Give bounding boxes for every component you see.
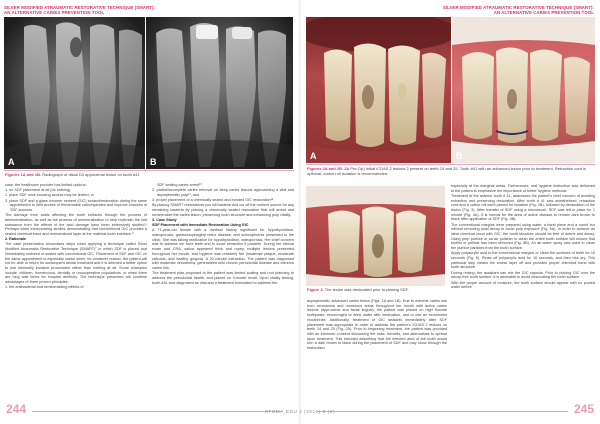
journal-citation: STOMA.EDU J (2016) 3 (2) — [264, 409, 336, 414]
running-head-left — [4, 5, 155, 16]
right-col2-para-3: Apply polyacrylic acid to the conventional margins or clean the surfaces of teeth for 10 seconds (Fig. 6). Rinse off polyacrylic acid for 10 seconds, and then blot dry. This particular step cleans the smear layer off and provides proper chemical bond with tooth structure. — [451, 251, 595, 270]
intraoral-3-image — [306, 186, 445, 286]
running-head-right — [443, 5, 594, 16]
figure-2-caption-text: Pre-Op) Initial ICDAS 2 lesions 2 present on teeth 24 and 25. Tooth #41 with an advanced lesion prior to treatment. Retraction cord is optional, cotton roll isolation is recommended. — [307, 166, 587, 176]
right-page-column-1 — [307, 299, 447, 351]
left-col1-list-7: 1. the antibacterial and remineralizing effects of — [5, 285, 84, 290]
figure-2-caption — [307, 166, 595, 176]
figure-1a-label: A — [8, 157, 15, 167]
figure-1-caption — [5, 172, 295, 177]
figure-2-caption-label: Figures 2A and 2B. 2A — [307, 166, 350, 171]
figure-3-photo — [306, 186, 445, 286]
figure-1-caption-label: Figures 1A and 1B. — [5, 172, 42, 177]
left-col2-para-3: By placing SMART restorations you kill bacteria and cut off the nutrient source for any remaining bacteria by placing a chemically sealed restoration that will arrest and remineralize the caries lesion, preserving tooth structure and enhancing pulp vitality. — [152, 203, 294, 217]
running-head-left-line2: AN ALTERNATIVE CARIES PREVENTION TOOL — [4, 10, 105, 16]
radiograph-1b-image — [146, 17, 293, 169]
left-col2-para-0: SDF sealing caries arrest¹⁰, — [157, 183, 203, 187]
figure-1-caption-rule — [4, 170, 294, 171]
figure-3-caption-label: Figure 3. — [307, 287, 324, 292]
left-col1-para-4: The damage from acids affecting the tooth surfaces through the process of demineralization, as well as the process of remineralization to help replenish the lost substance from the effects of the acid damage have been extensively studied.⁵ Perhaps when incorporating studies demonstrating that conventional GIC provides a sealed chemical bond and remineralized layer at the material-tooth interface.⁶ — [5, 213, 147, 237]
intraoral-2a-image — [306, 17, 451, 163]
right-page-column-2 — [451, 184, 595, 290]
left-col2-para-6: A 71-year-old female with a medical history significant for hypothyroidism, osteoporosis, gastroesophageal reflux disease, and schizophrenia presented to the clinic. She was taking medication for hypothyroidism, osteoporosis. Her chief concern was to address her front teeth and to avoid extraction if possible. During her clinical exam and CRA, saliva appeared thick and ropey, multiple lesions presented throughout her mouth, and hygiene was relatively fair (moderate plaque, moderate calculus, and healthy gingiva). A 20 minute extraction. The patient was diagnosed with moderate xerostomia, generalized mild chronic periodontal disease and extreme caries risk. — [152, 228, 294, 270]
subsection-heading-sdf-placement: SDF Placement with Immediate Restoration Using GIC — [152, 223, 249, 228]
section-heading-case-study: 3. Case Study — [152, 217, 177, 222]
figure-2a-photo — [306, 17, 451, 163]
left-col2-list-2: 3. proper placement of a chemically sealed and bonded GIC restoration¹². — [152, 198, 275, 203]
running-head-left-line1: SILVER MODIFIED ATRAUMATIC RESTORATIVE TECHNIQUE (SMART): — [4, 5, 156, 10]
left-col2-para-7: The treatment plan proposed to the patient was limited scaling and root planning to address the periodontal health, and placed on 4-month recall. Upon vitality testing, tooth #41 was diagnosed as vital and a treatment formulated to address the — [152, 271, 294, 285]
figure-1a-radiograph — [4, 17, 145, 169]
figure-1b-label: B — [150, 157, 157, 167]
left-page-column-2 — [152, 183, 294, 286]
intraoral-2b-image — [452, 17, 595, 163]
right-col2-para-4: During rinsing, the assistant can mix the GIC capsule. Prior to placing GIC over the decay-free tooth surface, it is advisable to avoid desiccating the tooth surface. — [451, 270, 595, 280]
right-col2-para-0: especially at the marginal areas. Furthermore, oral hygiene instruction was delivered to the patient to emphasize the importance of better hygiene methods. — [451, 184, 595, 193]
running-head-right-line1: SILVER MODIFIED ATRAUMATIC RESTORATIVE TECHNIQUE (SMART): — [442, 5, 594, 10]
left-page-column-1 — [5, 183, 147, 290]
running-head-right-line2: AN ALTERNATIVE CARIES PREVENTION TOOL — [493, 10, 594, 16]
right-col2-para-1: Treatment of the anterior tooth # 41, addressed the patient's chief concern of avoiding extraction and preserving restoration. After tooth # 41 was anesthetized, retraction cord and a cotton roll were placed for isolation (Fig. 2B), followed by desiccation of the lesion (Fig. 3). After transfer of SDF using a microbrush, SDF was left in place for 1 minute (Fig. 4A). It is normal for the area of active disease to remain dark brown to black after application of SDF (Fig. 4B). — [451, 193, 595, 222]
page-number-right: 245 — [573, 402, 594, 416]
page-number-left: 244 — [6, 402, 27, 416]
radiograph-1a-image — [4, 17, 145, 169]
figure-2a-label: A — [310, 151, 317, 161]
figure-1-caption-text: Radiograph of distal D3 approximal lesion on tooth #41 — [41, 172, 140, 177]
figure-3-caption-text: The lesion was desiccated prior to placing SDF. — [323, 287, 409, 292]
left-col1-list-3: 3. place SDF and a glass ionomer cement (GIC) sealant/restoration during the same appointment to limit access of fermentable carbohydrates and improve chances of SDF success. — [5, 198, 147, 213]
page-gutter — [299, 0, 301, 424]
figure-2b-label: B — [456, 151, 463, 161]
right-col1-para-0: asymptomatic advanced caries lesion (Figs. 1A and 1B). Due to extreme caries risk from xerostomia and numerous areas throughout her mouth with active caries lesions (approximal and facial lingual), the patient was placed on high fluoride toothpaste, encouraged to drink water with medication, and to use an xerostomia mouthrinse. Additionally, treatment of GIC sealants immediately after SDF placement was appropriate in order to address the patient's ICDAS 2 lesions on teeth 24 and 25 (Fig. 2A). Prior to beginning treatment, the patient was provided with an informed consent discussing the risks, benefits, and alternatives to spread upon treatment. This included describing that the infected area of the tooth would turn a dark brown to black during the placement of SDF and may show through the restoration — [307, 299, 447, 351]
left-col1-list-1: 1. no SDF placement at all (do nothing), — [5, 188, 72, 193]
left-col1-para-6: The case presentation showcases steps when applying a technique called Silver Modified Atraumatic Restorative Technique (SMART)⁷ in which SDF is placed and immediately restored or sealed with conventional GIC. Placement of SDF and GIC on the same appointment is especially useful when, for whatever reason, the patient will not be able to return for subsequent dental treatment and it is deemed a better option to use minimally invasive procedures rather than nothing at all. Some examples include, children, homebound, dentally or uncooperative populations, or when there are long wait times for hospital dentistry. The technique presented will combine advantages of three proven principles: — [5, 242, 147, 285]
right-col2-para-2: The conventional margins were prepared using water, a hand piece and a round bur without removing axial decay to avoid pulp exposure (Fig. 5A). In order to achieve an ideal chemical bond with GIC, the tooth structure should be free of debris and decay. Using prep pumice or an air polisher to clean the entire tooth surface will ensure that biofilm or pellicle has been removed (Fig. 5B). An air-water spray was used to clean the pumice particles from the tooth surface. — [451, 222, 595, 251]
left-col1-list-2: 2. place SDF once knowing access may be limited, or — [5, 193, 94, 198]
figure-2b-photo — [452, 17, 595, 163]
section-heading-rationale: 2. Rationale — [5, 237, 27, 242]
figure-3-caption — [307, 288, 445, 293]
right-col2-para-5: With the proper amount of moisture, the tooth surface should appear with no pooled water before — [451, 280, 595, 290]
left-col2-list-1: 2. partial/incomplete caries removal on deep caries lesions approaching a vital and asymptomatic pulp¹¹, and — [152, 188, 294, 197]
left-col1-para-0: case, the healthcare provider has limited options: — [5, 183, 87, 187]
figure-2-caption-rule — [306, 164, 595, 165]
figure-1b-radiograph — [146, 17, 293, 169]
